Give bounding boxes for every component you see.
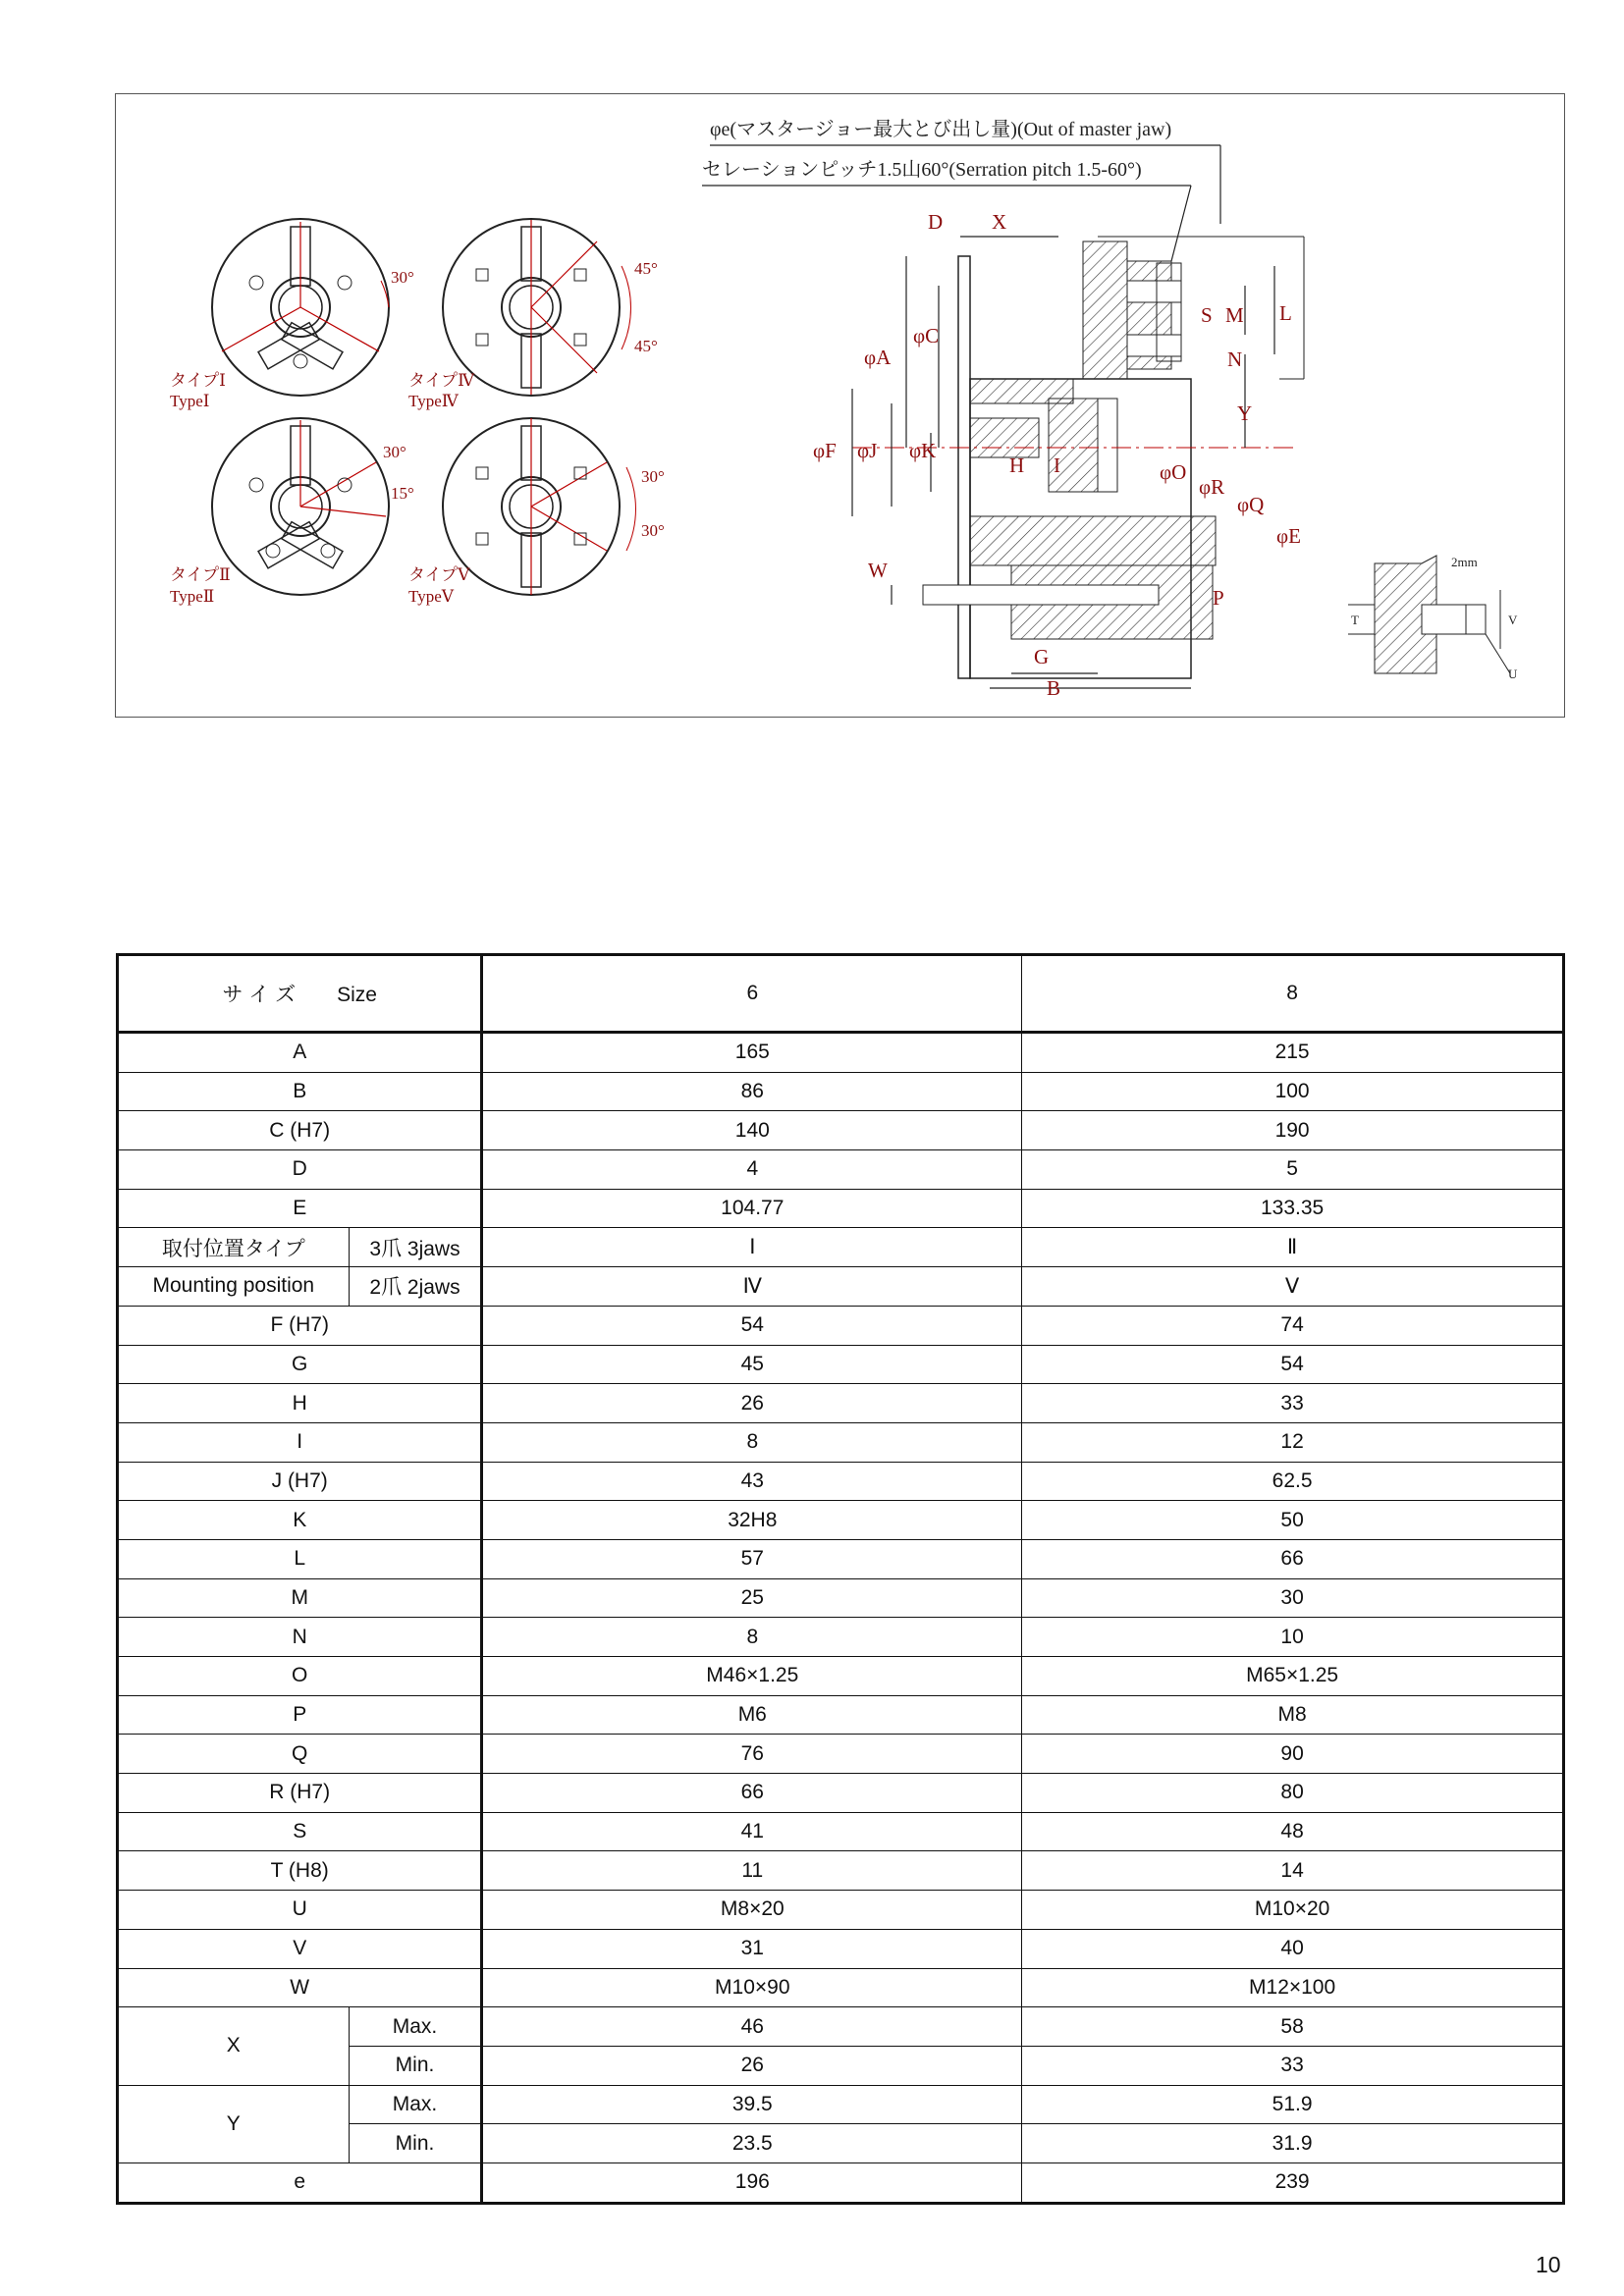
table-row [118,1735,1564,1774]
dimension-name: J (H7) [118,1462,482,1501]
type4-label-en: TypeⅣ [408,392,459,410]
size-8-value: 14 [1022,1851,1564,1891]
size-6-value: M8×20 [482,1891,1022,1930]
table-row [118,1306,1564,1345]
size-8-value: 66 [1022,1539,1564,1578]
size-8-value: 30 [1022,1578,1564,1618]
callout-out-of-master-jaw: φe(マスタージョー最大とび出し量)(Out of master jaw) [710,119,1172,140]
dim-label: L [1279,301,1292,325]
angle-label: 30° [641,467,665,486]
size-8-value: 74 [1022,1306,1564,1345]
size-8-value: M10×20 [1022,1891,1564,1930]
dim-label: X [992,210,1007,234]
mounting-row-3jaws [118,1228,1564,1267]
dimension-name: O [118,1657,482,1696]
dim-label: W [868,559,888,582]
detail-label: 2mm [1451,555,1478,569]
dimension-name: D [118,1150,482,1190]
mounting-position-label-en: Mounting position [118,1267,350,1307]
size-8-value: 90 [1022,1735,1564,1774]
size-6-value: 140 [482,1111,1022,1150]
dimension-name: X [118,2007,350,2085]
dimension-name: G [118,1345,482,1384]
mounting-row-2jaws [118,1267,1564,1307]
dim-label: Y [1237,401,1253,425]
callout-serration-pitch: セレーションピッチ1.5山60°(Serration pitch 1.5-60°) [702,159,1142,181]
size-6-value: 86 [482,1072,1022,1111]
table-row [118,1851,1564,1891]
dim-label: φO [1160,460,1187,484]
dimension-name: A [118,1033,482,1073]
dimension-name: S [118,1812,482,1851]
table-row-x-max [118,2007,1564,2047]
table-row [118,1384,1564,1423]
size-8-value: M8 [1022,1695,1564,1735]
dimension-name: M [118,1578,482,1618]
dim-label: B [1047,676,1061,700]
dim-label: D [928,210,944,234]
type2-label-ja: タイプⅡ [170,565,231,584]
dimension-name: E [118,1189,482,1228]
dimension-name: I [118,1422,482,1462]
type2-label-en: TypeⅡ [170,587,215,606]
dim-label: φF [813,439,837,462]
size-6-value: 26 [482,1384,1022,1423]
table-row-y-max [118,2085,1564,2124]
min-label: Min. [349,2124,482,2163]
size-6-value: 76 [482,1735,1022,1774]
size-6-value: 196 [482,2163,1022,2203]
size-8-value: 100 [1022,1072,1564,1111]
table-row [118,2163,1564,2203]
size-6-value: 31 [482,1929,1022,1968]
size-6-value: 41 [482,1812,1022,1851]
table-row [118,1150,1564,1190]
angle-label: 30° [641,521,665,540]
table-row [118,1345,1564,1384]
size-8-value: 10 [1022,1618,1564,1657]
size-6-value: Ⅳ [482,1267,1022,1307]
angle-label: 45° [634,259,658,278]
size-6-value: 57 [482,1539,1022,1578]
detail-label: U [1508,667,1518,681]
size-6-value: 66 [482,1774,1022,1813]
dim-label: N [1227,347,1243,371]
size-6-value: 11 [482,1851,1022,1891]
dimension-name: F (H7) [118,1306,482,1345]
table-row [118,1929,1564,1968]
table-row [118,1618,1564,1657]
size-6-value: 45 [482,1345,1022,1384]
size-8-value: 190 [1022,1111,1564,1150]
table-row [118,1774,1564,1813]
size-8-value: 33 [1022,1384,1564,1423]
size-6-value: 104.77 [482,1189,1022,1228]
spec-table [116,953,1565,2205]
min-label: Min. [349,2046,482,2085]
chuck-view-type5 [443,418,635,595]
size-6-value: 4 [482,1150,1022,1190]
angle-label: 30° [383,443,406,461]
dim-label: H [1009,454,1025,477]
size-6-value: 54 [482,1306,1022,1345]
dimension-name: N [118,1618,482,1657]
size-8-value: Ⅴ [1022,1267,1564,1307]
size-8-value: 31.9 [1022,2124,1564,2163]
detail-label: T [1351,613,1359,627]
size-6-value: 26 [482,2046,1022,2085]
size-6-value: 39.5 [482,2085,1022,2124]
mounting-position-label-ja: 取付位置タイプ [118,1228,350,1267]
table-row [118,1539,1564,1578]
size-6-value: 43 [482,1462,1022,1501]
size-6-value: 25 [482,1578,1022,1618]
size-8-value: 62.5 [1022,1462,1564,1501]
table-header-row [118,955,1564,1033]
chuck-view-type2 [212,418,389,595]
dim-label: φK [909,439,937,462]
dimension-name: C (H7) [118,1111,482,1150]
dim-label: M [1225,303,1244,327]
drawing-figure [115,93,1565,718]
page-number: 10 [1536,2252,1561,2277]
dim-label: φA [864,346,892,369]
table-row [118,1422,1564,1462]
dimension-name: B [118,1072,482,1111]
table-row [118,1891,1564,1930]
table-row [118,1578,1564,1618]
dimension-name: P [118,1695,482,1735]
dimension-name: L [118,1539,482,1578]
size-6-value: 23.5 [482,2124,1022,2163]
dimension-name: Y [118,2085,350,2163]
size-8-value: 33 [1022,2046,1564,2085]
size-8-value: 215 [1022,1033,1564,1073]
size-6-value: M10×90 [482,1968,1022,2007]
dimension-name: V [118,1929,482,1968]
dimension-name: e [118,2163,482,2203]
size-8-header: 8 [1022,955,1564,1033]
size-8-value: 50 [1022,1501,1564,1540]
dimension-name: R (H7) [118,1774,482,1813]
dim-label: φQ [1237,493,1265,516]
size-8-value: 133.35 [1022,1189,1564,1228]
angle-label: 15° [391,484,414,503]
max-label: Max. [349,2007,482,2047]
table-row [118,1462,1564,1501]
size-8-value: 5 [1022,1150,1564,1190]
size-8-value: 58 [1022,2007,1564,2047]
chuck-view-type1 [212,219,389,396]
size-8-value: 239 [1022,2163,1564,2203]
table-row [118,1968,1564,2007]
size-6-value: Ⅰ [482,1228,1022,1267]
dim-label: I [1054,454,1060,477]
jaw3-label: 3爪 3jaws [349,1228,482,1267]
dim-label: S [1201,303,1213,327]
size-8-value: 80 [1022,1774,1564,1813]
size-header: サ イ ズ Size [118,955,482,1033]
table-row [118,1501,1564,1540]
type1-label-ja: タイプⅠ [170,371,226,390]
dim-label: φJ [857,439,878,462]
dimension-name: Q [118,1735,482,1774]
dimension-name: T (H8) [118,1851,482,1891]
dim-label: G [1034,645,1050,668]
jaw2-label: 2爪 2jaws [349,1267,482,1307]
technical-drawing [116,94,1566,719]
size-6-value: 8 [482,1422,1022,1462]
type5-label-ja: タイプⅤ [408,565,470,584]
dim-label: φE [1276,524,1301,548]
detail-label: V [1508,613,1518,627]
type1-label-en: TypeⅠ [170,392,210,410]
table-row [118,1189,1564,1228]
size-8-value: Ⅱ [1022,1228,1564,1267]
size-6-value: M46×1.25 [482,1657,1022,1696]
detail-view [1348,556,1510,673]
table-row [118,1033,1564,1073]
type5-label-en: TypeⅤ [408,587,455,606]
size-6-header: 6 [482,955,1022,1033]
size-8-value: M12×100 [1022,1968,1564,2007]
size-6-value: 8 [482,1618,1022,1657]
table-row [118,1695,1564,1735]
size-8-value: 51.9 [1022,2085,1564,2124]
table-row [118,1072,1564,1111]
table-row [118,1657,1564,1696]
dim-label: φC [913,324,940,347]
angle-label: 30° [391,268,414,287]
size-8-value: 40 [1022,1929,1564,1968]
size-6-value: M6 [482,1695,1022,1735]
max-label: Max. [349,2085,482,2124]
table-row [118,1111,1564,1150]
angle-label: 45° [634,337,658,355]
chuck-view-type4 [443,219,630,396]
dimension-name: H [118,1384,482,1423]
dim-label: P [1213,586,1224,610]
dimension-name: K [118,1501,482,1540]
dimension-name: W [118,1968,482,2007]
dim-label: φR [1199,475,1225,499]
size-8-value: M65×1.25 [1022,1657,1564,1696]
size-6-value: 46 [482,2007,1022,2047]
table-row [118,1812,1564,1851]
size-6-value: 32H8 [482,1501,1022,1540]
size-8-value: 54 [1022,1345,1564,1384]
dimension-name: U [118,1891,482,1930]
size-8-value: 48 [1022,1812,1564,1851]
type4-label-ja: タイプⅣ [408,371,475,390]
size-8-value: 12 [1022,1422,1564,1462]
size-6-value: 165 [482,1033,1022,1073]
